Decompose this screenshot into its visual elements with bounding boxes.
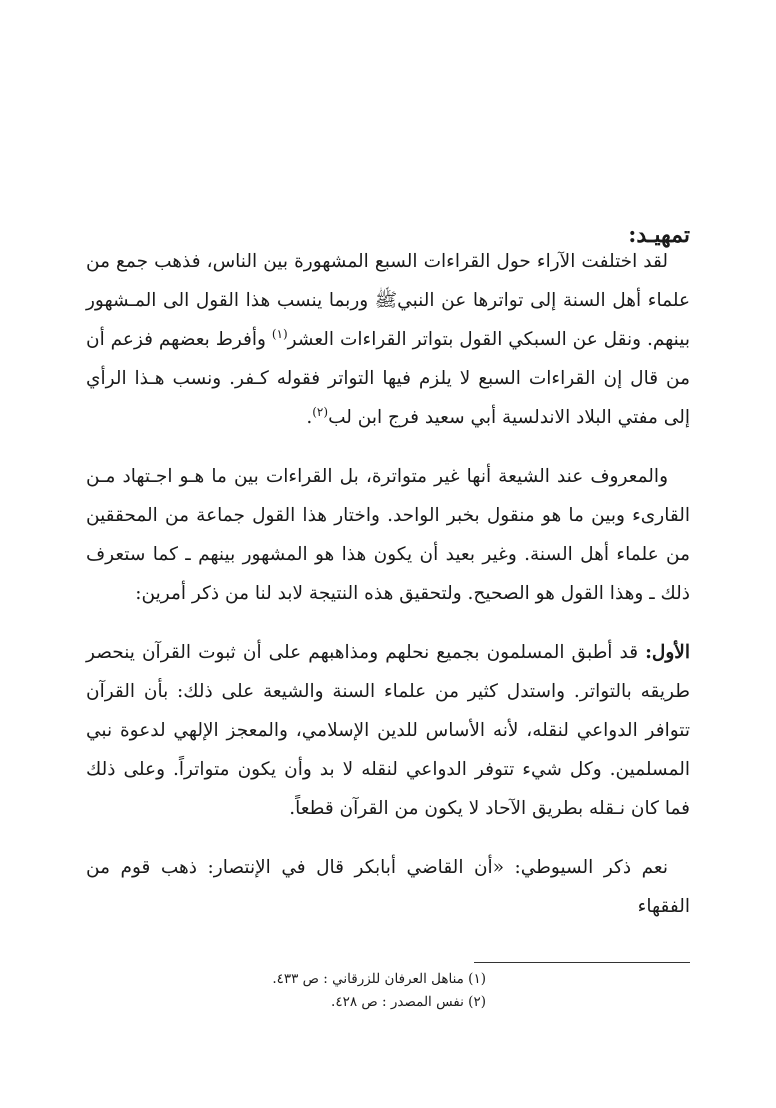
first-point-label: الأول: — [645, 642, 690, 663]
paragraph-text: لقد اختلفت الآراء حول القراءات السبع المشهورة بين الناس، فذهب جمع من علماء أهل السنة إلى تواترها عن النبيﷺ وربما ينسب هذا القول الى المـشهور بينهم. ونقل عن السبكي القول بتواتر القراءات العشر — [86, 251, 690, 350]
paragraph-opinions — [86, 242, 690, 437]
main-text — [86, 242, 690, 946]
footnote-2: (٢) نفس المصدر : ص ٤٢٨. — [331, 994, 486, 1010]
paragraph-text: . — [306, 407, 313, 428]
paragraph-shia-view — [86, 457, 690, 613]
paragraph-first-point — [86, 633, 690, 828]
footnote-reference-2[interactable]: (٢) — [312, 404, 329, 419]
paragraph-text: والمعروف عند الشيعة أنها غير متواترة، بل القراءات بين ما هـو اجـتهاد مـن القارىء وبين ما هو منقول بخبر الواحد. واختار هذا القول جماعة من المحققين من علماء أهل السنة. وغير بعيد أن يكون هذا هو المشهور بينهم ـ كما ستعرف ذلك ـ وهذا القول هو الصحيح. ولتحقيق هذه النتيجة لابد لنا من ذكر أمرين: — [86, 466, 690, 604]
footnote-1: (١) مناهل العرفان للزرقاني : ص ٤٣٣. — [272, 971, 486, 987]
footnotes — [272, 968, 486, 1014]
footnote-divider — [474, 962, 690, 963]
paragraph-text: قد أطبق المسلمون بجميع نحلهم ومذاهبهم على أن ثبوت القرآن ينحصر طريقه بالتواتر. واستدل كثير من علماء السنة والشيعة على ذلك: بأن القرآن تتوافر الدواعي لنقله، لأنه الأساس للدين الإسلامي، والمعجز الإلهي لدعوة نبي المسلمين. وكل شيء تتوفر الدواعي لنقله لا بد وأن يكون متواتراً. وعلى ذلك فما كان نـقله بطريق الآحاد لا يكون من القرآن قطعاً. — [86, 642, 690, 819]
footnote-reference-1[interactable]: (١) — [271, 326, 288, 341]
paragraph-suyuti-quote — [86, 848, 690, 926]
paragraph-text: وأفرط بعضهم فزعم أن من قال إن القراءات السبع لا يلزم فيها التواتر فقوله كـفر. ونسب هـذا الرأي إلى مفتي البلاد الاندلسية أبي سعيد فرج ابن لب — [85, 329, 690, 428]
paragraph-text: نعم ذكر السيوطي: «أن القاضي أبابكر قال في الإنتصار: ذهب قوم من الفقهاء — [86, 857, 690, 917]
section-heading: تمهيـد: — [628, 222, 690, 248]
